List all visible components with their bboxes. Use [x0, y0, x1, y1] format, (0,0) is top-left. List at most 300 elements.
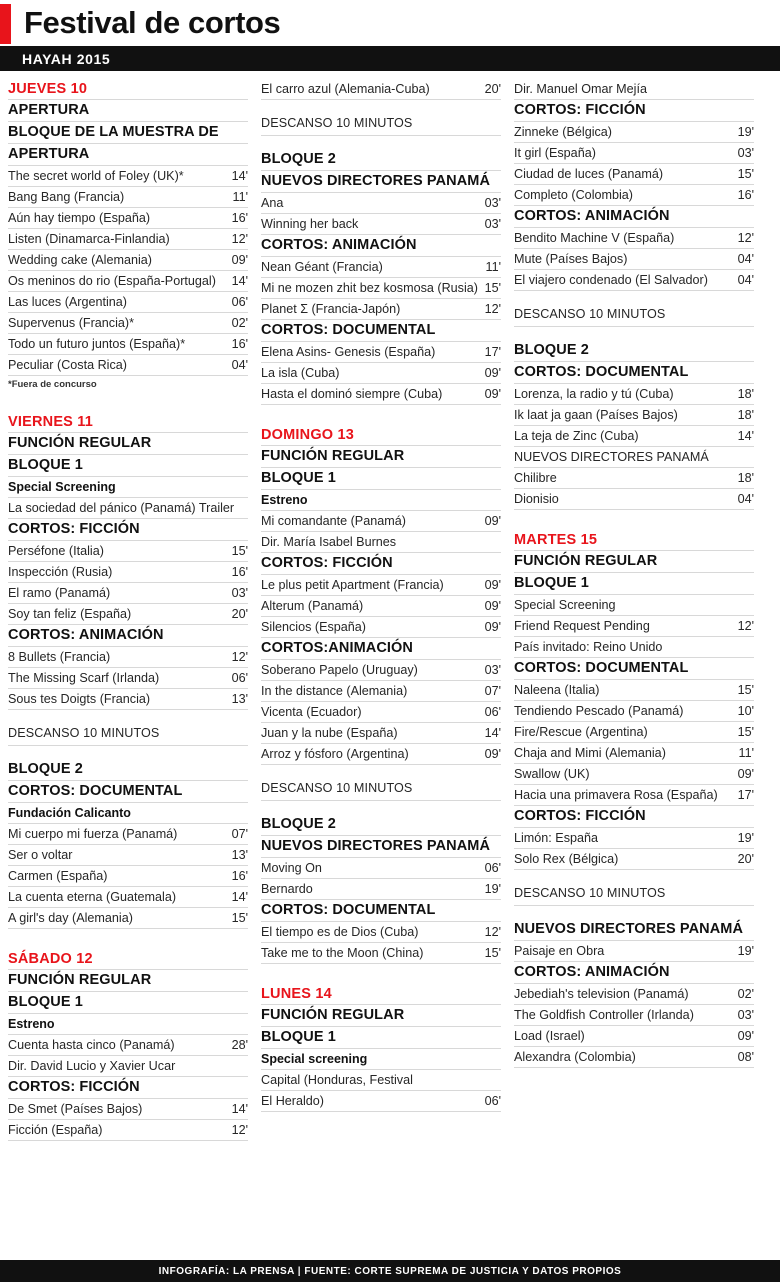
subtitle-bar: [0, 46, 780, 71]
film-title: Sous tes Doigts (Francia): [8, 691, 151, 706]
film-duration: 17': [484, 344, 501, 359]
film-duration: 04': [737, 491, 754, 506]
film-title: Le plus petit Apartment (Francia): [261, 577, 444, 592]
film-duration: 08': [737, 1049, 754, 1064]
schedule-column-3: [514, 79, 754, 1252]
film-title: Las luces (Argentina): [8, 294, 128, 309]
spacer: [261, 765, 501, 778]
film-row: [261, 511, 501, 532]
film-row: [8, 1035, 248, 1056]
section-heading: NUEVOS DIRECTORES PANAMÁ: [514, 919, 754, 941]
film-row: [261, 681, 501, 702]
film-row: [261, 299, 501, 320]
film-row: [261, 702, 501, 723]
film-duration: 14': [231, 168, 248, 183]
day-heading: JUEVES 10: [8, 79, 248, 100]
film-row: [261, 193, 501, 214]
film-duration: 18': [737, 470, 754, 485]
film-row: [261, 922, 501, 943]
film-row: [514, 489, 754, 510]
film-title: Dir. Manuel Omar Mejía: [514, 81, 647, 96]
day-heading: SÁBADO 12: [8, 949, 248, 970]
intermission-note: DESCANSO 10 MINUTOS: [261, 778, 501, 801]
film-title: Peculiar (Costa Rica): [8, 357, 127, 372]
film-row: [8, 292, 248, 313]
film-duration: 07': [484, 683, 501, 698]
film-duration: 03': [484, 216, 501, 231]
film-row: [8, 1120, 248, 1141]
film-title: Cuenta hasta cinco (Panamá): [8, 1037, 175, 1052]
film-title: El Heraldo): [261, 1093, 324, 1108]
film-row: [8, 908, 248, 929]
film-duration: 15': [231, 910, 248, 925]
section-heading: BLOQUE 2: [514, 340, 754, 362]
film-duration: 19': [737, 124, 754, 139]
film-title: In the distance (Alemania): [261, 683, 408, 698]
intermission-note: DESCANSO 10 MINUTOS: [514, 304, 754, 327]
film-title: Capital (Honduras, Festival: [261, 1072, 413, 1087]
section-heading: FUNCIÓN REGULAR: [261, 1005, 501, 1027]
film-duration: 19': [737, 830, 754, 845]
film-title: Soy tan feliz (España): [8, 606, 132, 621]
film-row: [8, 887, 248, 908]
film-title: Perséfone (Italia): [8, 543, 104, 558]
film-row: [514, 122, 754, 143]
section-heading: BLOQUE 2: [8, 759, 248, 781]
film-duration: 14': [231, 1101, 248, 1116]
section-heading: CORTOS:ANIMACIÓN: [261, 638, 501, 660]
film-title: El carro azul (Alemania-Cuba): [261, 81, 430, 96]
film-row: [8, 604, 248, 625]
film-title: Naleena (Italia): [514, 682, 600, 697]
film-duration: 07': [231, 826, 248, 841]
film-duration: 17': [737, 787, 754, 802]
film-row: [8, 866, 248, 887]
film-title: Load (Israel): [514, 1028, 585, 1043]
film-duration: 06': [484, 1093, 501, 1108]
film-duration: 11': [485, 259, 501, 274]
film-title: Hasta el dominó siempre (Cuba): [261, 386, 443, 401]
film-row: [514, 1047, 754, 1068]
film-title: Vicenta (Ecuador): [261, 704, 362, 719]
intermission-note: DESCANSO 10 MINUTOS: [261, 113, 501, 136]
spacer: [8, 746, 248, 759]
film-row: [514, 405, 754, 426]
film-row: [261, 214, 501, 235]
schedule-column-1: [8, 79, 248, 1252]
spacer: [514, 906, 754, 919]
film-row: [514, 447, 754, 468]
film-duration: 20': [231, 606, 248, 621]
film-title: Tendiendo Pescado (Panamá): [514, 703, 684, 718]
film-row: [261, 384, 501, 405]
film-title: Moving On: [261, 860, 322, 875]
masthead: [0, 0, 780, 46]
film-row: [514, 1026, 754, 1047]
film-duration: 12': [737, 618, 754, 633]
film-row: [514, 785, 754, 806]
film-row: [514, 637, 754, 658]
section-heading: CORTOS: FICCIÓN: [8, 1077, 248, 1099]
film-row: [8, 1056, 248, 1077]
film-title: Dionisio: [514, 491, 559, 506]
spacer: [261, 100, 501, 113]
film-row: [514, 595, 754, 616]
sub-heading: Special Screening: [8, 477, 248, 498]
film-row: [261, 257, 501, 278]
section-heading: BLOQUE 2: [261, 814, 501, 836]
film-row: [514, 1005, 754, 1026]
film-title: Carmen (España): [8, 868, 108, 883]
film-duration: 03': [484, 195, 501, 210]
film-title: Inspección (Rusia): [8, 564, 113, 579]
film-row: [514, 828, 754, 849]
film-title: Bendito Machine V (España): [514, 230, 675, 245]
film-row: [261, 342, 501, 363]
section-heading: CORTOS: FICCIÓN: [514, 100, 754, 122]
film-duration: 09': [484, 513, 501, 528]
film-row: [8, 271, 248, 292]
film-title: A girl's day (Alemania): [8, 910, 133, 925]
film-row: [514, 616, 754, 637]
section-heading: CORTOS: DOCUMENTAL: [261, 320, 501, 342]
film-duration: 10': [737, 703, 754, 718]
film-row: [8, 668, 248, 689]
film-duration: 28': [231, 1037, 248, 1052]
film-title: Dir. María Isabel Burnes: [261, 534, 397, 549]
sub-heading: Special screening: [261, 1049, 501, 1070]
film-title: Hacia una primavera Rosa (España): [514, 787, 718, 802]
film-row: [8, 562, 248, 583]
film-duration: 16': [231, 868, 248, 883]
film-title: The Goldfish Controller (Irlanda): [514, 1007, 694, 1022]
footer-spacer: [0, 1252, 780, 1260]
film-row: [261, 1091, 501, 1112]
day-heading: LUNES 14: [261, 984, 501, 1005]
footer-credit-bar: [0, 1260, 780, 1282]
spacer: [261, 964, 501, 984]
film-title: La isla (Cuba): [261, 365, 340, 380]
film-duration: 14': [484, 725, 501, 740]
section-heading: BLOQUE 1: [261, 1027, 501, 1049]
film-duration: 03': [231, 585, 248, 600]
footer-credit-text: INFOGRAFÍA: LA PRENSA | FUENTE: CORTE SUPREMA DE JUSTICIA Y DATOS PROPIOS: [158, 1265, 622, 1277]
section-heading: CORTOS: DOCUMENTAL: [8, 781, 248, 803]
film-row: [514, 764, 754, 785]
film-title: El viajero condenado (El Salvador): [514, 272, 708, 287]
film-title: Dir. David Lucio y Xavier Ucar: [8, 1058, 176, 1073]
spacer: [8, 392, 248, 412]
film-row: [8, 1099, 248, 1120]
film-title: Take me to the Moon (China): [261, 945, 424, 960]
film-row: [514, 185, 754, 206]
film-duration: 09': [484, 577, 501, 592]
film-duration: 03': [737, 145, 754, 160]
film-title: El ramo (Panamá): [8, 585, 111, 600]
film-row: [8, 334, 248, 355]
film-title: Ficción (España): [8, 1122, 103, 1137]
film-row: [514, 79, 754, 100]
film-title: Chilibre: [514, 470, 557, 485]
section-heading: APERTURA: [8, 144, 248, 166]
film-title: Completo (Colombia): [514, 187, 633, 202]
film-row: [261, 363, 501, 384]
film-row: [8, 313, 248, 334]
sub-heading: Estreno: [8, 1014, 248, 1035]
film-duration: 20': [737, 851, 754, 866]
film-row: [261, 278, 501, 299]
film-duration: 04': [231, 357, 248, 372]
film-row: [8, 187, 248, 208]
section-heading: CORTOS: DOCUMENTAL: [261, 900, 501, 922]
film-title: Ser o voltar: [8, 847, 73, 862]
film-duration: 09': [484, 365, 501, 380]
film-row: [8, 689, 248, 710]
film-duration: 09': [231, 252, 248, 267]
film-duration: 12': [484, 301, 501, 316]
section-heading: APERTURA: [8, 100, 248, 122]
film-row: [261, 617, 501, 638]
film-duration: 18': [737, 386, 754, 401]
film-title: Lorenza, la radio y tú (Cuba): [514, 386, 674, 401]
film-row: [514, 164, 754, 185]
film-duration: 15': [484, 280, 501, 295]
film-title: Alexandra (Colombia): [514, 1049, 636, 1064]
day-heading: VIERNES 11: [8, 412, 248, 433]
film-duration: 02': [231, 315, 248, 330]
section-heading: FUNCIÓN REGULAR: [514, 551, 754, 573]
film-title: Solo Rex (Bélgica): [514, 851, 619, 866]
film-title: Alterum (Panamá): [261, 598, 364, 613]
film-duration: 09': [737, 1028, 754, 1043]
film-row: [514, 249, 754, 270]
film-row: [514, 680, 754, 701]
film-duration: 16': [231, 564, 248, 579]
film-row: [514, 468, 754, 489]
spacer: [261, 136, 501, 149]
film-row: [514, 384, 754, 405]
film-title: Mi comandante (Panamá): [261, 513, 406, 528]
film-row: [514, 941, 754, 962]
film-duration: 12': [484, 924, 501, 939]
film-title: La teja de Zinc (Cuba): [514, 428, 639, 443]
film-title: Jebediah's television (Panamá): [514, 986, 689, 1001]
subtitle-text: HAYAH 2015: [22, 50, 111, 67]
film-duration: 06': [484, 704, 501, 719]
section-heading: BLOQUE 1: [8, 992, 248, 1014]
film-title: La sociedad del pánico (Panamá) Trailer: [8, 500, 235, 515]
film-row: [8, 498, 248, 519]
day-heading: MARTES 15: [514, 530, 754, 551]
film-duration: 13': [231, 691, 248, 706]
film-row: [514, 426, 754, 447]
film-duration: 19': [737, 943, 754, 958]
schedule-columns: [0, 71, 780, 1252]
film-row: [261, 1070, 501, 1091]
section-heading: CORTOS: DOCUMENTAL: [514, 658, 754, 680]
film-duration: 03': [737, 1007, 754, 1022]
film-title: Special Screening: [514, 597, 616, 612]
film-duration: 11': [738, 745, 754, 760]
film-title: La cuenta eterna (Guatemala): [8, 889, 177, 904]
film-title: It girl (España): [514, 145, 596, 160]
section-heading: CORTOS: FICCIÓN: [261, 553, 501, 575]
film-title: 8 Bullets (Francia): [8, 649, 111, 664]
section-heading: FUNCIÓN REGULAR: [8, 433, 248, 455]
film-duration: 13': [231, 847, 248, 862]
film-row: [8, 541, 248, 562]
film-title: Ana: [261, 195, 284, 210]
intermission-note: DESCANSO 10 MINUTOS: [8, 723, 248, 746]
film-title: De Smet (Países Bajos): [8, 1101, 143, 1116]
spacer: [514, 870, 754, 883]
film-title: Friend Request Pending: [514, 618, 650, 633]
film-duration: 09': [484, 598, 501, 613]
section-heading: BLOQUE 1: [514, 573, 754, 595]
film-title: Aún hay tiempo (España): [8, 210, 151, 225]
film-title: NUEVOS DIRECTORES PANAMÁ: [514, 449, 709, 464]
film-title: Planet Σ (Francia-Japón): [261, 301, 401, 316]
film-title: Bernardo: [261, 881, 313, 896]
film-duration: 14': [231, 273, 248, 288]
film-title: Juan y la nube (España): [261, 725, 398, 740]
film-row: [261, 79, 501, 100]
film-duration: 09': [484, 746, 501, 761]
film-row: [261, 879, 501, 900]
schedule-column-2: [261, 79, 501, 1252]
film-title: Ciudad de luces (Panamá): [514, 166, 664, 181]
film-row: [514, 849, 754, 870]
film-title: Supervenus (Francia)*: [8, 315, 134, 330]
film-duration: 12': [737, 230, 754, 245]
film-duration: 15': [484, 945, 501, 960]
film-duration: 16': [737, 187, 754, 202]
film-duration: 18': [737, 407, 754, 422]
film-row: [8, 166, 248, 187]
film-title: Limón: España: [514, 830, 599, 845]
footnote: *Fuera de concurso: [8, 379, 97, 390]
film-duration: 19': [484, 881, 501, 896]
film-title: Os meninos do rio (España-Portugal): [8, 273, 216, 288]
film-title: Fire/Rescue (Argentina): [514, 724, 648, 739]
film-row: [261, 596, 501, 617]
film-duration: 20': [484, 81, 501, 96]
film-duration: 12': [231, 231, 248, 246]
film-row: [8, 208, 248, 229]
film-row: [261, 660, 501, 681]
film-duration: 09': [484, 619, 501, 634]
spacer: [514, 291, 754, 304]
film-title: Arroz y fósforo (Argentina): [261, 746, 409, 761]
spacer: [514, 327, 754, 340]
section-heading: BLOQUE 1: [8, 455, 248, 477]
film-title: Listen (Dinamarca-Finlandia): [8, 231, 170, 246]
film-duration: 16': [231, 336, 248, 351]
film-title: Paisaje en Obra: [514, 943, 605, 958]
film-row: [261, 943, 501, 964]
film-row: [8, 845, 248, 866]
film-title: The Missing Scarf (Irlanda): [8, 670, 160, 685]
film-duration: 15': [737, 682, 754, 697]
film-duration: 11': [232, 189, 248, 204]
film-title: Bang Bang (Francia): [8, 189, 125, 204]
film-title: The secret world of Foley (UK)*: [8, 168, 184, 183]
film-duration: 09': [484, 386, 501, 401]
film-row: [8, 583, 248, 604]
film-duration: 02': [737, 986, 754, 1001]
section-heading: CORTOS: DOCUMENTAL: [514, 362, 754, 384]
film-title: Swallow (UK): [514, 766, 590, 781]
page-title: Festival de cortos: [24, 5, 281, 40]
film-title: Silencios (España): [261, 619, 366, 634]
film-duration: 09': [737, 766, 754, 781]
film-row: [514, 228, 754, 249]
section-heading: CORTOS: FICCIÓN: [514, 806, 754, 828]
section-heading: FUNCIÓN REGULAR: [8, 970, 248, 992]
film-row: [514, 143, 754, 164]
film-row: [261, 575, 501, 596]
film-title: Todo un futuro juntos (España)*: [8, 336, 186, 351]
section-heading: CORTOS: ANIMACIÓN: [514, 206, 754, 228]
film-title: Soberano Papelo (Uruguay): [261, 662, 418, 677]
film-duration: 06': [231, 294, 248, 309]
film-row: [514, 722, 754, 743]
film-title: País invitado: Reino Unido: [514, 639, 663, 654]
film-row: [261, 744, 501, 765]
day-heading: DOMINGO 13: [261, 425, 501, 446]
film-duration: 06': [484, 860, 501, 875]
film-duration: 04': [737, 251, 754, 266]
film-row: [8, 355, 248, 376]
film-duration: 14': [231, 889, 248, 904]
section-heading: CORTOS: FICCIÓN: [8, 519, 248, 541]
film-title: Elena Asins- Genesis (España): [261, 344, 436, 359]
film-duration: 14': [737, 428, 754, 443]
section-heading: CORTOS: ANIMACIÓN: [514, 962, 754, 984]
section-heading: BLOQUE 2: [261, 149, 501, 171]
section-heading: BLOQUE 1: [261, 468, 501, 490]
sub-heading: Fundación Calicanto: [8, 803, 248, 824]
film-row: [8, 229, 248, 250]
film-title: Mi cuerpo mi fuerza (Panamá): [8, 826, 178, 841]
film-row: [8, 250, 248, 271]
film-title: Chaja and Mimi (Alemania): [514, 745, 666, 760]
film-row: [261, 723, 501, 744]
film-title: Winning her back: [261, 216, 359, 231]
film-duration: 15': [737, 724, 754, 739]
accent-rule: [0, 4, 11, 44]
film-title: Wedding cake (Alemania): [8, 252, 152, 267]
film-duration: 16': [231, 210, 248, 225]
film-title: Nean Géant (Francia): [261, 259, 383, 274]
film-row: [261, 532, 501, 553]
spacer: [8, 710, 248, 723]
film-title: El tiempo es de Dios (Cuba): [261, 924, 419, 939]
film-duration: 06': [231, 670, 248, 685]
film-row: [261, 858, 501, 879]
film-row: [8, 824, 248, 845]
spacer: [8, 929, 248, 949]
spacer: [261, 405, 501, 425]
section-heading: CORTOS: ANIMACIÓN: [261, 235, 501, 257]
section-heading: FUNCIÓN REGULAR: [261, 446, 501, 468]
film-row: [514, 743, 754, 764]
film-row: [8, 647, 248, 668]
film-duration: 15': [231, 543, 248, 558]
spacer: [261, 801, 501, 814]
film-row: [514, 270, 754, 291]
intermission-note: DESCANSO 10 MINUTOS: [514, 883, 754, 906]
